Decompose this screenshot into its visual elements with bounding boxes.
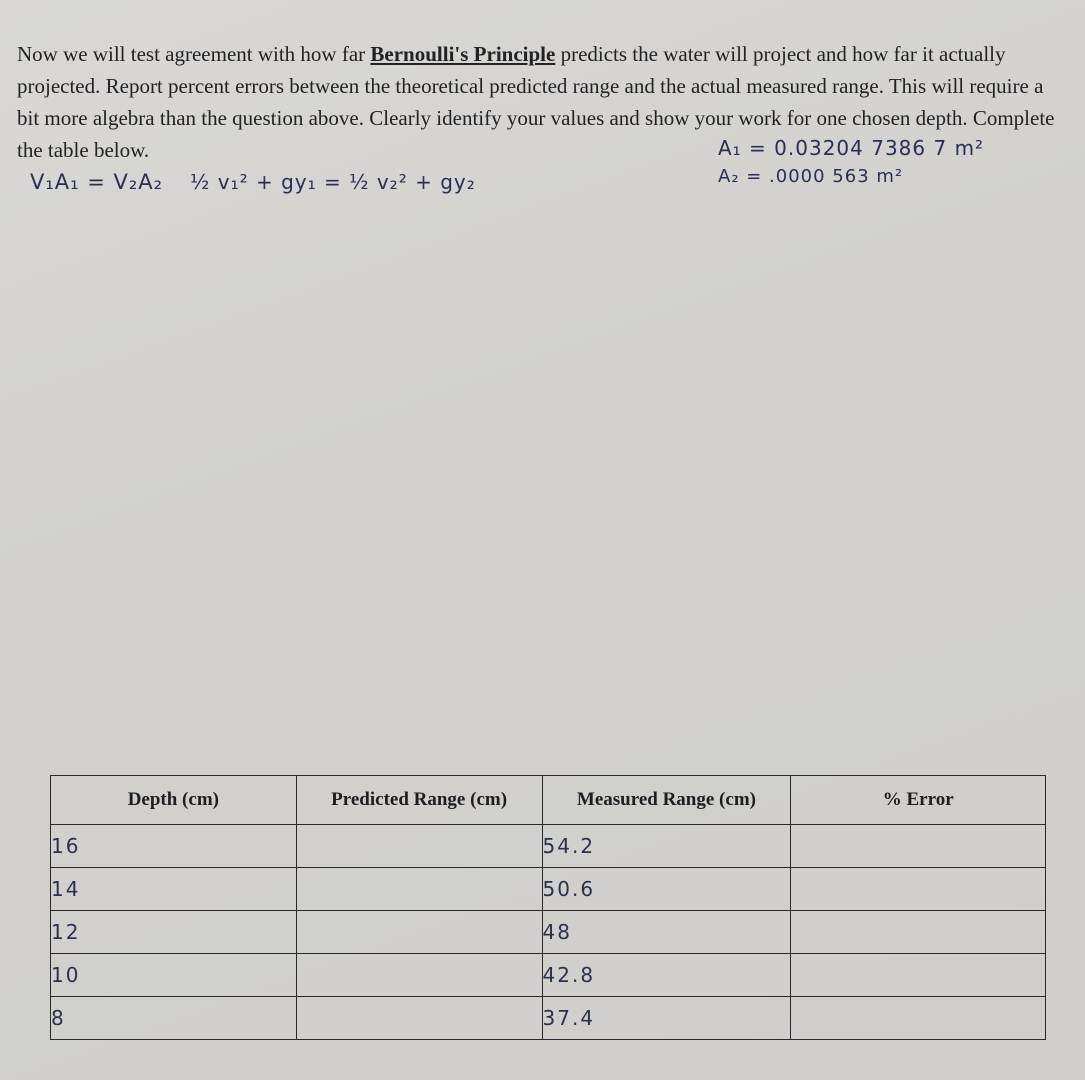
depth-value: 10	[51, 963, 81, 987]
header-depth: Depth (cm)	[51, 776, 297, 825]
measured-range-cell	[542, 868, 791, 911]
depth-cell	[51, 868, 297, 911]
handwritten-area-a1: A₁ = 0.03204 7386 7 m²	[718, 136, 985, 160]
depth-cell	[51, 954, 297, 997]
bernoulli-principle-term: Bernoulli's Principle	[370, 42, 556, 66]
measured-value: 50.6	[542, 877, 596, 901]
percent-error-cell[interactable]	[791, 825, 1046, 868]
table-row	[51, 954, 1046, 997]
measured-range-cell	[542, 825, 791, 868]
results-table	[50, 775, 1046, 1040]
header-percent-error: % Error	[791, 776, 1046, 825]
measured-range-cell	[542, 954, 791, 997]
handwritten-area-a2: A₂ = .0000 563 m²	[718, 166, 904, 187]
percent-error-cell[interactable]	[791, 997, 1046, 1040]
measured-range-cell	[542, 997, 791, 1040]
measured-range-cell	[542, 911, 791, 954]
depth-value: 8	[51, 1006, 66, 1030]
percent-error-cell[interactable]	[791, 911, 1046, 954]
table-row	[51, 911, 1046, 954]
handwritten-bernoulli-equation: ½ v₁² + gy₁ = ½ v₂² + gy₂	[190, 170, 476, 194]
predicted-range-cell[interactable]	[296, 954, 542, 997]
depth-value: 16	[51, 834, 81, 858]
measured-value: 54.2	[542, 834, 596, 858]
table-row	[51, 825, 1046, 868]
depth-value: 12	[51, 920, 81, 944]
depth-cell	[51, 911, 297, 954]
header-predicted-range: Predicted Range (cm)	[296, 776, 542, 825]
instructions-text-part1: Now we will test agreement with how far	[17, 42, 371, 66]
depth-value: 14	[51, 877, 81, 901]
handwritten-continuity-equation: V₁A₁ = V₂A₂	[30, 170, 164, 194]
measured-value: 48	[542, 920, 572, 944]
predicted-range-cell[interactable]	[296, 825, 542, 868]
header-measured-range: Measured Range (cm)	[542, 776, 791, 825]
instructions-text-part2: predicts the water will project and how far it actually projected. Report percent errors between the theoretical predicted range and the actual measured range. This will require a bit more algebra than the question above. Clearly identify your values and show your work for one chosen depth. Complete the table below.	[17, 42, 1055, 162]
depth-cell	[51, 825, 297, 868]
measured-value: 42.8	[542, 963, 596, 987]
table-row	[51, 997, 1046, 1040]
predicted-range-cell[interactable]	[296, 911, 542, 954]
percent-error-cell[interactable]	[791, 868, 1046, 911]
depth-cell	[51, 997, 297, 1040]
predicted-range-cell[interactable]	[296, 868, 542, 911]
percent-error-cell[interactable]	[791, 954, 1046, 997]
table-row	[51, 868, 1046, 911]
predicted-range-cell[interactable]	[296, 997, 542, 1040]
measured-value: 37.4	[542, 1006, 596, 1030]
table-header-row	[51, 776, 1046, 825]
